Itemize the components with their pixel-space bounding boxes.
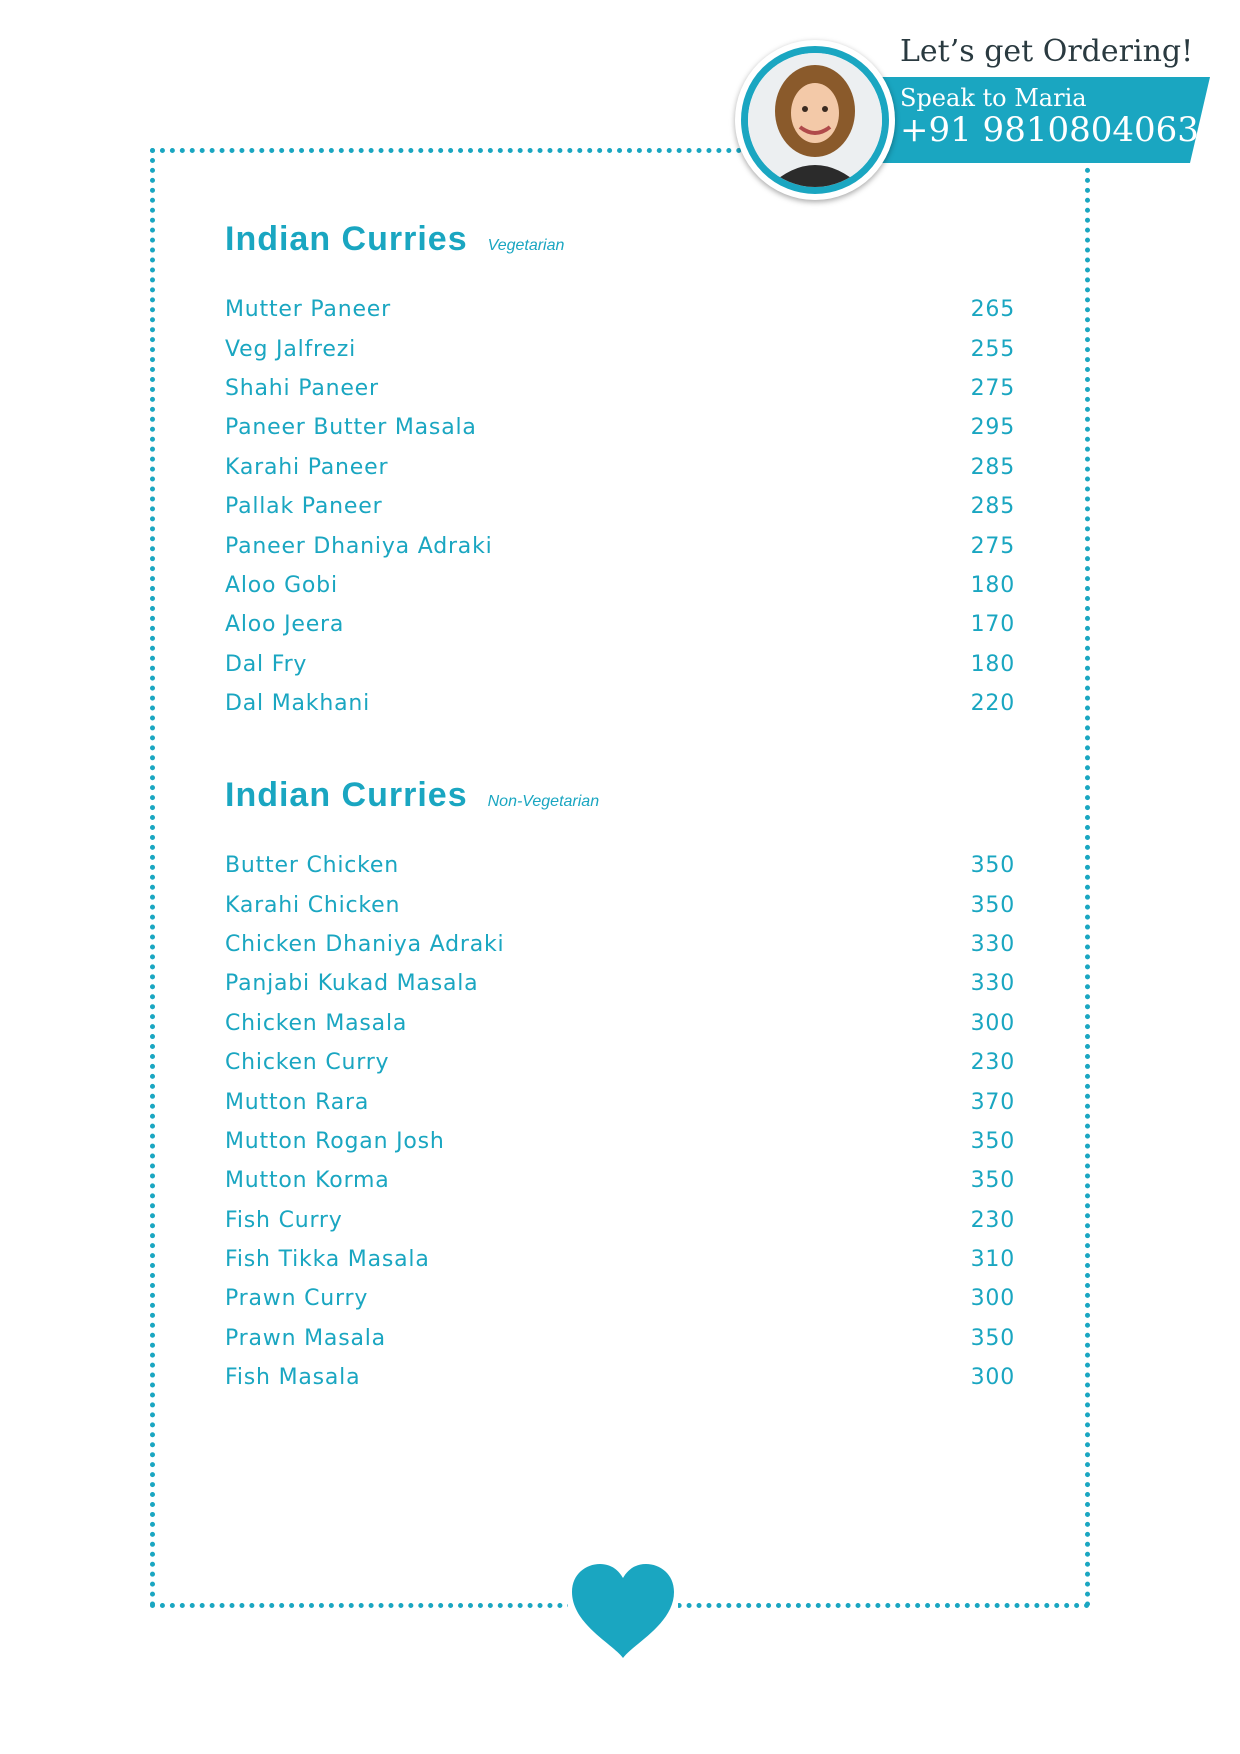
menu-item bbox=[225, 645, 1015, 684]
item-price: 230 bbox=[970, 1050, 1015, 1076]
item-price: 350 bbox=[970, 853, 1015, 879]
item-name: Dal Fry bbox=[225, 651, 308, 677]
section-header bbox=[225, 776, 1015, 824]
menu-item bbox=[225, 526, 1015, 565]
item-price: 350 bbox=[970, 1168, 1015, 1194]
item-name: Chicken Dhaniya Adraki bbox=[225, 931, 505, 957]
item-price: 330 bbox=[970, 971, 1015, 997]
menu-item bbox=[225, 1004, 1015, 1043]
menu-list bbox=[225, 846, 1015, 1397]
menu-item bbox=[225, 566, 1015, 605]
item-price: 265 bbox=[970, 297, 1015, 323]
promo-subtitle: Speak to Maria bbox=[900, 84, 1087, 112]
menu-item bbox=[225, 290, 1015, 329]
item-price: 255 bbox=[970, 336, 1015, 362]
menu-item bbox=[225, 1319, 1015, 1358]
menu-item bbox=[225, 885, 1015, 924]
item-price: 300 bbox=[970, 1365, 1015, 1391]
item-name: Mutton Rara bbox=[225, 1089, 370, 1115]
person-icon bbox=[748, 53, 882, 187]
avatar bbox=[735, 40, 895, 200]
section-tag: Non-Vegetarian bbox=[487, 793, 600, 810]
menu-item bbox=[225, 1279, 1015, 1318]
item-name: Paneer Butter Masala bbox=[225, 415, 477, 441]
item-name: Prawn Curry bbox=[225, 1286, 369, 1312]
item-price: 350 bbox=[970, 892, 1015, 918]
item-name: Fish Curry bbox=[225, 1207, 343, 1233]
avatar-photo bbox=[741, 46, 889, 194]
item-price: 180 bbox=[970, 651, 1015, 677]
item-price: 300 bbox=[970, 1010, 1015, 1036]
item-price: 300 bbox=[970, 1286, 1015, 1312]
menu-item bbox=[225, 408, 1015, 447]
promo-title: Let’s get Ordering! bbox=[900, 34, 1194, 69]
item-name: Mutter Paneer bbox=[225, 297, 391, 323]
menu-item bbox=[225, 605, 1015, 644]
item-price: 310 bbox=[970, 1247, 1015, 1273]
menu-item bbox=[225, 1161, 1015, 1200]
item-name: Veg Jalfrezi bbox=[225, 336, 357, 362]
item-name: Prawn Masala bbox=[225, 1325, 386, 1351]
menu-item bbox=[225, 846, 1015, 885]
item-name: Pallak Paneer bbox=[225, 494, 383, 520]
item-price: 370 bbox=[970, 1089, 1015, 1115]
menu-item bbox=[225, 369, 1015, 408]
item-name: Paneer Dhaniya Adraki bbox=[225, 533, 493, 559]
item-name: Fish Masala bbox=[225, 1365, 361, 1391]
item-name: Aloo Jeera bbox=[225, 612, 345, 638]
menu-item bbox=[225, 684, 1015, 723]
menu-item bbox=[225, 487, 1015, 526]
menu-item bbox=[225, 329, 1015, 368]
item-name: Shahi Paneer bbox=[225, 375, 379, 401]
section-non-vegetarian bbox=[225, 776, 1015, 1397]
menu-list bbox=[225, 290, 1015, 723]
menu-item bbox=[225, 925, 1015, 964]
menu-item bbox=[225, 1043, 1015, 1082]
item-price: 170 bbox=[970, 612, 1015, 638]
item-price: 275 bbox=[970, 533, 1015, 559]
section-header bbox=[225, 220, 1015, 268]
item-name: Mutton Korma bbox=[225, 1168, 390, 1194]
section-vegetarian bbox=[225, 220, 1015, 723]
item-price: 275 bbox=[970, 375, 1015, 401]
item-price: 285 bbox=[970, 494, 1015, 520]
menu-item bbox=[225, 1201, 1015, 1240]
item-price: 350 bbox=[970, 1128, 1015, 1154]
menu-item bbox=[225, 964, 1015, 1003]
item-name: Chicken Masala bbox=[225, 1010, 408, 1036]
item-price: 180 bbox=[970, 572, 1015, 598]
item-price: 295 bbox=[970, 415, 1015, 441]
menu-item bbox=[225, 448, 1015, 487]
section-tag: Vegetarian bbox=[487, 237, 565, 254]
item-price: 230 bbox=[970, 1207, 1015, 1233]
promo-phone-number[interactable]: +91 9810804063 bbox=[900, 110, 1199, 150]
menu-item bbox=[225, 1240, 1015, 1279]
section-title: Indian Curries bbox=[225, 220, 468, 258]
menu-item bbox=[225, 1358, 1015, 1397]
heart-icon bbox=[568, 1560, 678, 1660]
item-price: 350 bbox=[970, 1325, 1015, 1351]
menu-item bbox=[225, 1082, 1015, 1121]
item-name: Panjabi Kukad Masala bbox=[225, 971, 479, 997]
item-name: Butter Chicken bbox=[225, 853, 400, 879]
item-price: 285 bbox=[970, 454, 1015, 480]
item-name: Karahi Paneer bbox=[225, 454, 389, 480]
item-price: 220 bbox=[970, 691, 1015, 717]
item-name: Dal Makhani bbox=[225, 691, 371, 717]
item-name: Aloo Gobi bbox=[225, 572, 338, 598]
item-name: Mutton Rogan Josh bbox=[225, 1128, 445, 1154]
item-name: Karahi Chicken bbox=[225, 892, 401, 918]
menu-item bbox=[225, 1122, 1015, 1161]
item-name: Fish Tikka Masala bbox=[225, 1247, 430, 1273]
section-title: Indian Curries bbox=[225, 776, 468, 814]
item-name: Chicken Curry bbox=[225, 1050, 390, 1076]
item-price: 330 bbox=[970, 931, 1015, 957]
